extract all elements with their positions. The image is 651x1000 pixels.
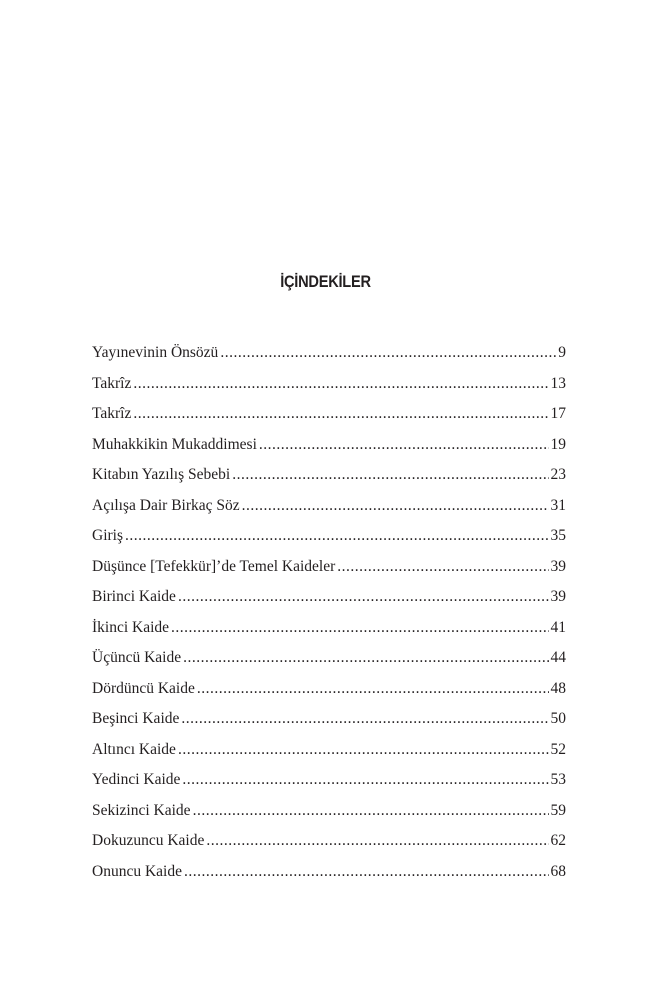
toc-dot-leader — [220, 338, 556, 369]
toc-entry-label: Yedinci Kaide — [92, 771, 181, 788]
toc-entry — [92, 430, 566, 461]
toc-entry — [92, 704, 566, 735]
toc-entry-page: 48 — [550, 679, 566, 697]
toc-dot-leader — [337, 552, 548, 583]
toc-entry-label: Altıncı Kaide — [92, 740, 176, 758]
toc-entry-page: 9 — [558, 344, 566, 361]
toc-dot-leader — [184, 857, 549, 888]
toc-entry — [92, 735, 566, 766]
toc-entry-page: 53 — [550, 771, 566, 788]
toc-dot-leader — [133, 399, 548, 430]
toc-dot-leader — [193, 796, 549, 827]
toc-entry-page: 39 — [550, 557, 566, 575]
toc-entry-label: Onuncu Kaide — [92, 862, 182, 880]
toc-entry-label: Üçüncü Kaide — [92, 649, 182, 666]
toc-entry — [92, 521, 566, 552]
toc-entry — [92, 369, 566, 400]
toc-entry-page: 59 — [550, 801, 566, 819]
toc-entry — [92, 399, 566, 430]
toc-dot-leader — [133, 369, 548, 400]
toc-entry-label: Beşinci Kaide — [92, 710, 180, 727]
toc-dot-leader — [242, 491, 549, 522]
toc-entry — [92, 582, 566, 613]
toc-entry — [92, 613, 566, 644]
table-of-contents — [92, 338, 566, 887]
toc-entry-label: Yayınevinin Önsözü — [92, 344, 219, 361]
toc-dot-leader — [125, 521, 549, 552]
toc-entry — [92, 765, 566, 796]
toc-dot-leader — [181, 704, 548, 735]
toc-entry-label: Muhakkikin Mukaddimesi — [92, 435, 257, 453]
toc-entry — [92, 460, 566, 491]
toc-entry — [92, 338, 566, 369]
toc-entry-page: 17 — [550, 405, 566, 422]
toc-entry-page: 23 — [550, 466, 566, 483]
toc-entry-page: 41 — [550, 618, 566, 636]
toc-entry — [92, 826, 566, 857]
toc-entry — [92, 643, 566, 674]
toc-dot-leader — [178, 582, 549, 613]
toc-entry-page: 13 — [550, 374, 566, 392]
toc-entry-label: Dördüncü Kaide — [92, 679, 195, 697]
toc-dot-leader — [259, 430, 549, 461]
toc-entry-page: 31 — [550, 496, 566, 514]
toc-entry-label: Dokuzuncu Kaide — [92, 832, 205, 849]
toc-entry-label: Düşünce [Tefekkür]’de Temel Kaideler — [92, 557, 336, 575]
toc-entry-page: 44 — [550, 649, 566, 666]
toc-dot-leader — [178, 735, 549, 766]
toc-entry-label: Birinci Kaide — [92, 588, 176, 605]
toc-entry-page: 62 — [550, 832, 566, 849]
toc-entry-page: 35 — [550, 527, 566, 544]
toc-entry-label: Takrîz — [92, 405, 132, 422]
toc-entry — [92, 552, 566, 583]
toc-entry-page: 68 — [550, 862, 566, 880]
toc-entry-page: 19 — [550, 435, 566, 453]
toc-dot-leader — [171, 613, 548, 644]
toc-entry-page: 52 — [550, 740, 566, 758]
toc-entry — [92, 857, 566, 888]
toc-entry — [92, 796, 566, 827]
page-title: İÇİNDEKİLER — [280, 272, 371, 291]
toc-entry-label: Kitabın Yazılış Sebebi — [92, 466, 231, 483]
toc-entry-label: Açılışa Dair Birkaç Söz — [92, 496, 240, 514]
toc-entry-page: 39 — [550, 588, 566, 605]
toc-entry-label: Sekizinci Kaide — [92, 801, 191, 819]
toc-dot-leader — [232, 460, 548, 491]
toc-entry-label: Giriş — [92, 527, 123, 544]
toc-entry — [92, 674, 566, 705]
toc-entry — [92, 491, 566, 522]
toc-dot-leader — [197, 674, 549, 705]
toc-dot-leader — [183, 643, 548, 674]
toc-dot-leader — [206, 826, 548, 857]
toc-entry-label: İkinci Kaide — [92, 618, 170, 636]
toc-dot-leader — [182, 765, 548, 796]
toc-entry-page: 50 — [550, 710, 566, 727]
toc-entry-label: Takrîz — [92, 374, 132, 392]
